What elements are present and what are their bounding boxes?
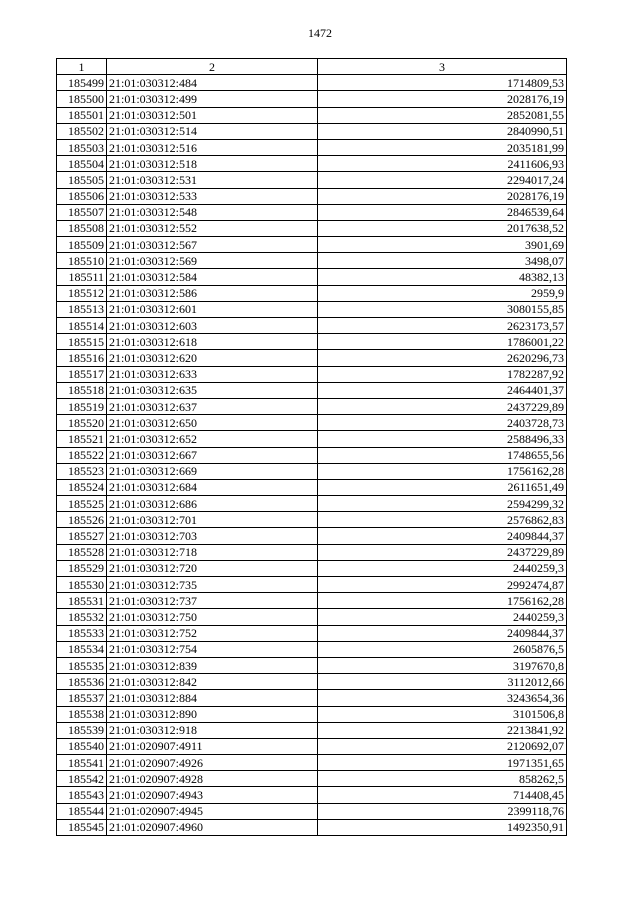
cadastral-number-cell: 21:01:030312:635 [107,382,318,398]
value-cell: 48382,13 [318,269,567,285]
value-cell: 2992474,87 [318,577,567,593]
cadastral-number-cell: 21:01:030312:501 [107,107,318,123]
table-row [57,560,567,576]
cadastral-number-cell: 21:01:030312:484 [107,75,318,91]
row-number-cell: 185503 [57,139,107,155]
row-number-cell: 185536 [57,674,107,690]
table-row [57,220,567,236]
value-cell: 2213841,92 [318,722,567,738]
table-body [57,75,567,836]
value-cell: 3243654,36 [318,690,567,706]
value-cell: 2440259,3 [318,560,567,576]
cadastral-number-cell: 21:01:030312:569 [107,253,318,269]
row-number-cell: 185522 [57,447,107,463]
table-row [57,172,567,188]
cadastral-number-cell: 21:01:020907:4928 [107,771,318,787]
value-cell: 2623173,57 [318,318,567,334]
cadastral-number-cell: 21:01:030312:754 [107,641,318,657]
cadastral-number-cell: 21:01:030312:633 [107,366,318,382]
value-cell: 2840990,51 [318,123,567,139]
cadastral-number-cell: 21:01:030312:652 [107,431,318,447]
table-row [57,690,567,706]
value-cell: 2959,9 [318,285,567,301]
cadastral-number-cell: 21:01:020907:4926 [107,755,318,771]
cadastral-number-cell: 21:01:030312:552 [107,220,318,236]
row-number-cell: 185532 [57,609,107,625]
cadastral-number-cell: 21:01:030312:842 [107,674,318,690]
table-row [57,188,567,204]
value-cell: 2846539,64 [318,204,567,220]
cadastral-number-cell: 21:01:020907:4960 [107,819,318,835]
cadastral-number-cell: 21:01:030312:752 [107,625,318,641]
table-row [57,237,567,253]
table-row [57,415,567,431]
cadastral-number-cell: 21:01:030312:669 [107,463,318,479]
cadastral-number-cell: 21:01:030312:637 [107,398,318,414]
row-number-cell: 185515 [57,334,107,350]
value-cell: 3080155,85 [318,301,567,317]
table-row [57,625,567,641]
cadastral-number-cell: 21:01:020907:4945 [107,803,318,819]
row-number-cell: 185510 [57,253,107,269]
table-row [57,204,567,220]
table-row [57,496,567,512]
table-row [57,350,567,366]
table-row [57,722,567,738]
table-row [57,301,567,317]
value-cell: 2035181,99 [318,139,567,155]
row-number-cell: 185502 [57,123,107,139]
cadastral-number-cell: 21:01:030312:586 [107,285,318,301]
cadastral-number-cell: 21:01:030312:584 [107,269,318,285]
cadastral-number-cell: 21:01:030312:667 [107,447,318,463]
table-row [57,398,567,414]
column-header-2: 2 [107,59,318,75]
row-number-cell: 185514 [57,318,107,334]
value-cell: 2437229,89 [318,398,567,414]
registry-table [56,58,567,836]
row-number-cell: 185540 [57,738,107,754]
value-cell: 1786001,22 [318,334,567,350]
table-row [57,382,567,398]
cadastral-number-cell: 21:01:020907:4943 [107,787,318,803]
page-number: 1472 [308,26,332,40]
table-row [57,269,567,285]
row-number-cell: 185539 [57,722,107,738]
row-number-cell: 185534 [57,641,107,657]
row-number-cell: 185505 [57,172,107,188]
row-number-cell: 185529 [57,560,107,576]
cadastral-number-cell: 21:01:030312:735 [107,577,318,593]
cadastral-number-cell: 21:01:030312:884 [107,690,318,706]
value-cell: 1748655,56 [318,447,567,463]
row-number-cell: 185530 [57,577,107,593]
row-number-cell: 185516 [57,350,107,366]
cadastral-number-cell: 21:01:030312:703 [107,528,318,544]
cadastral-number-cell: 21:01:030312:737 [107,593,318,609]
value-cell: 2594299,32 [318,496,567,512]
cadastral-number-cell: 21:01:030312:650 [107,415,318,431]
table-row [57,787,567,803]
table-row [57,318,567,334]
value-cell: 1782287,92 [318,366,567,382]
row-number-cell: 185541 [57,755,107,771]
value-cell: 2409844,37 [318,528,567,544]
value-cell: 2403728,73 [318,415,567,431]
table-row [57,544,567,560]
row-number-cell: 185527 [57,528,107,544]
value-cell: 1971351,65 [318,755,567,771]
value-cell: 714408,45 [318,787,567,803]
table-row [57,609,567,625]
table-row [57,528,567,544]
cadastral-number-cell: 21:01:030312:750 [107,609,318,625]
row-number-cell: 185525 [57,496,107,512]
value-cell: 858262,5 [318,771,567,787]
column-header-1: 1 [57,59,107,75]
cadastral-number-cell: 21:01:030312:620 [107,350,318,366]
row-number-cell: 185528 [57,544,107,560]
value-cell: 2620296,73 [318,350,567,366]
value-cell: 2605876,5 [318,641,567,657]
value-cell: 1492350,91 [318,819,567,835]
value-cell: 2852081,55 [318,107,567,123]
row-number-cell: 185543 [57,787,107,803]
row-number-cell: 185513 [57,301,107,317]
cadastral-number-cell: 21:01:020907:4911 [107,738,318,754]
row-number-cell: 185521 [57,431,107,447]
value-cell: 2611651,49 [318,479,567,495]
table-row [57,366,567,382]
cadastral-number-cell: 21:01:030312:890 [107,706,318,722]
value-cell: 1714809,53 [318,75,567,91]
value-cell: 2437229,89 [318,544,567,560]
value-cell: 2411606,93 [318,156,567,172]
column-header-3: 3 [318,59,567,75]
value-cell: 3101506,8 [318,706,567,722]
cadastral-number-cell: 21:01:030312:518 [107,156,318,172]
row-number-cell: 185512 [57,285,107,301]
table-row [57,139,567,155]
table-row [57,706,567,722]
value-cell: 2120692,07 [318,738,567,754]
cadastral-number-cell: 21:01:030312:684 [107,479,318,495]
table-row [57,479,567,495]
row-number-cell: 185533 [57,625,107,641]
table-row [57,771,567,787]
table-row [57,755,567,771]
row-number-cell: 185504 [57,156,107,172]
table-row [57,803,567,819]
row-number-cell: 185519 [57,398,107,414]
table-row [57,819,567,835]
cadastral-number-cell: 21:01:030312:514 [107,123,318,139]
value-cell: 2399118,76 [318,803,567,819]
row-number-cell: 185526 [57,512,107,528]
row-number-cell: 185501 [57,107,107,123]
table-row [57,512,567,528]
row-number-cell: 185531 [57,593,107,609]
value-cell: 3112012,66 [318,674,567,690]
table-row [57,657,567,673]
cadastral-number-cell: 21:01:030312:701 [107,512,318,528]
cadastral-number-cell: 21:01:030312:601 [107,301,318,317]
row-number-cell: 185518 [57,382,107,398]
row-number-cell: 185535 [57,657,107,673]
row-number-cell: 185509 [57,237,107,253]
cadastral-number-cell: 21:01:030312:603 [107,318,318,334]
table-header-row [57,59,567,75]
cadastral-number-cell: 21:01:030312:516 [107,139,318,155]
value-cell: 2028176,19 [318,188,567,204]
cadastral-number-cell: 21:01:030312:918 [107,722,318,738]
table-row [57,641,567,657]
table-row [57,285,567,301]
value-cell: 2588496,33 [318,431,567,447]
row-number-cell: 185500 [57,91,107,107]
table-row [57,447,567,463]
table-row [57,91,567,107]
table-row [57,75,567,91]
cadastral-number-cell: 21:01:030312:548 [107,204,318,220]
row-number-cell: 185542 [57,771,107,787]
row-number-cell: 185545 [57,819,107,835]
table-row [57,674,567,690]
row-number-cell: 185544 [57,803,107,819]
table-row [57,593,567,609]
value-cell: 2017638,52 [318,220,567,236]
cadastral-number-cell: 21:01:030312:533 [107,188,318,204]
table-row [57,123,567,139]
row-number-cell: 185524 [57,479,107,495]
value-cell: 3498,07 [318,253,567,269]
value-cell: 2409844,37 [318,625,567,641]
value-cell: 2440259,3 [318,609,567,625]
value-cell: 3901,69 [318,237,567,253]
cadastral-number-cell: 21:01:030312:686 [107,496,318,512]
value-cell: 1756162,28 [318,593,567,609]
cadastral-number-cell: 21:01:030312:499 [107,91,318,107]
table-row [57,431,567,447]
table-row [57,253,567,269]
table-row [57,463,567,479]
row-number-cell: 185507 [57,204,107,220]
cadastral-number-cell: 21:01:030312:567 [107,237,318,253]
cadastral-number-cell: 21:01:030312:618 [107,334,318,350]
cadastral-number-cell: 21:01:030312:718 [107,544,318,560]
table-row [57,107,567,123]
cadastral-number-cell: 21:01:030312:720 [107,560,318,576]
row-number-cell: 185511 [57,269,107,285]
row-number-cell: 185506 [57,188,107,204]
value-cell: 2464401,37 [318,382,567,398]
table-row [57,156,567,172]
cadastral-number-cell: 21:01:030312:839 [107,657,318,673]
row-number-cell: 185499 [57,75,107,91]
row-number-cell: 185520 [57,415,107,431]
value-cell: 1756162,28 [318,463,567,479]
value-cell: 2294017,24 [318,172,567,188]
row-number-cell: 185523 [57,463,107,479]
value-cell: 2028176,19 [318,91,567,107]
row-number-cell: 185517 [57,366,107,382]
table-row [57,334,567,350]
table-row [57,738,567,754]
table-row [57,577,567,593]
row-number-cell: 185537 [57,690,107,706]
value-cell: 3197670,8 [318,657,567,673]
row-number-cell: 185538 [57,706,107,722]
value-cell: 2576862,83 [318,512,567,528]
row-number-cell: 185508 [57,220,107,236]
cadastral-number-cell: 21:01:030312:531 [107,172,318,188]
